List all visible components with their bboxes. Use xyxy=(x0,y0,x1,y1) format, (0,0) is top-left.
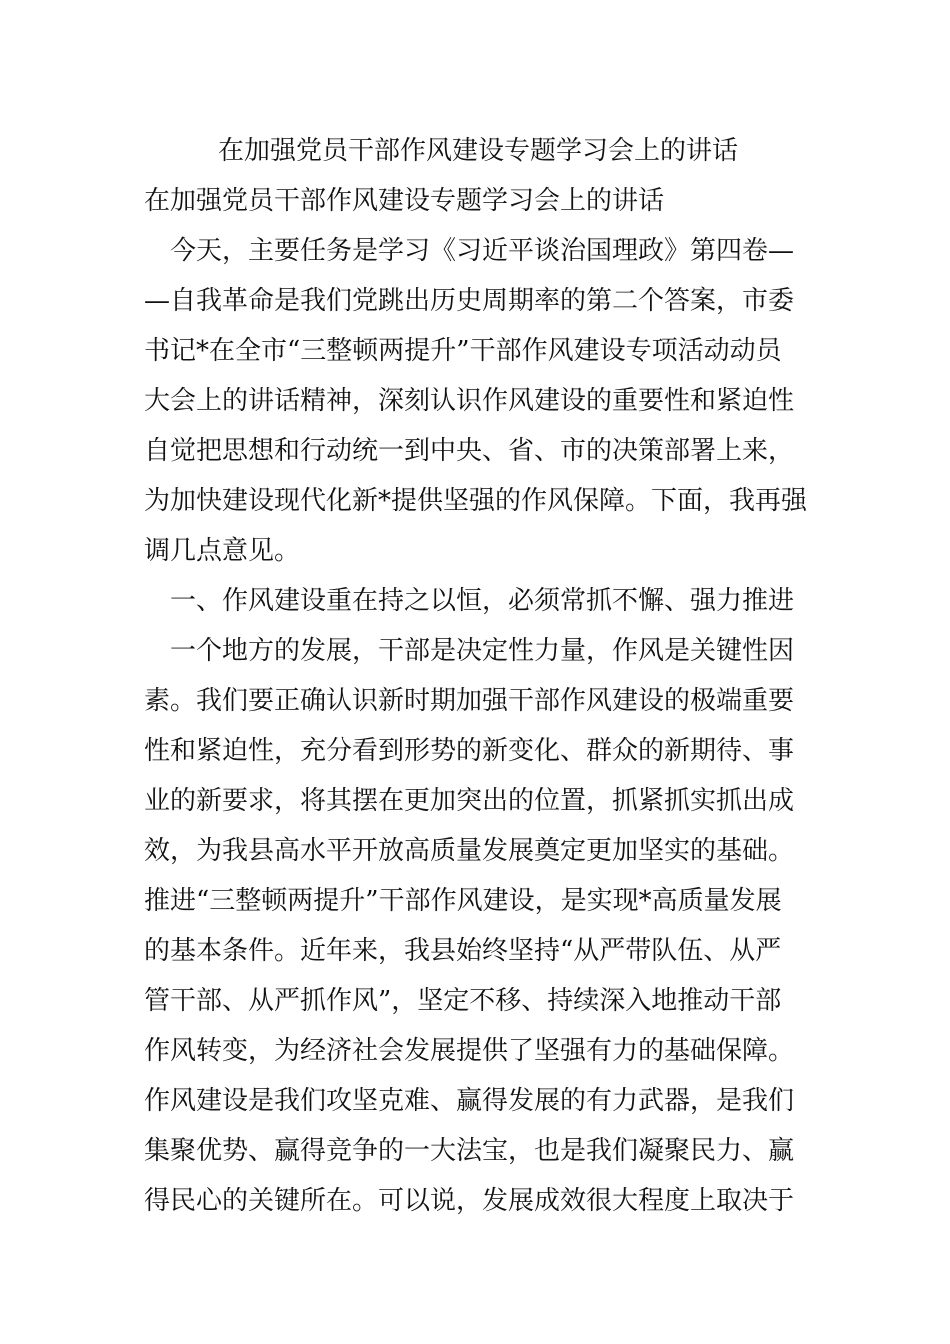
body-line: 作风建设是我们攻坚克难、赢得发展的有力武器，是我们 xyxy=(144,1086,795,1116)
body-line: 书记*在全市“三整顿两提升”干部作风建设专项活动动员 xyxy=(144,336,782,366)
document-title-repeat: 在加强党员干部作风建设专题学习会上的讲话 xyxy=(144,186,665,216)
body-line: —自我革命是我们党跳出历史周期率的第二个答案，市委 xyxy=(144,286,795,316)
document-title: 在加强党员干部作风建设专题学习会上的讲话 xyxy=(218,136,739,166)
section-heading: 一、作风建设重在持之以恒，必须常抓不懈、强力推进 xyxy=(144,586,795,616)
body-line: 效，为我县高水平开放高质量发展奠定更加坚实的基础。 xyxy=(144,836,795,866)
body-line: 作风转变，为经济社会发展提供了坚强有力的基础保障。 xyxy=(144,1036,795,1066)
body-line: 的基本条件。近年来，我县始终坚持“从严带队伍、从严 xyxy=(144,936,782,966)
body-line: 大会上的讲话精神，深刻认识作风建设的重要性和紧迫性 xyxy=(144,386,795,416)
body-line: 为加快建设现代化新*提供坚强的作风保障。下面，我再强 xyxy=(144,486,808,516)
body-line: 业的新要求，将其摆在更加突出的位置，抓紧抓实抓出成 xyxy=(144,786,795,816)
body-line: 集聚优势、赢得竞争的一大法宝，也是我们凝聚民力、赢 xyxy=(144,1136,795,1166)
body-line: 今天，主要任务是学习《习近平谈治国理政》第四卷— xyxy=(144,236,795,266)
body-line: 性和紧迫性，充分看到形势的新变化、群众的新期待、事 xyxy=(144,736,795,766)
body-line: 素。我们要正确认识新时期加强干部作风建设的极端重要 xyxy=(144,686,795,716)
body-line: 调几点意见。 xyxy=(144,536,301,566)
body-line: 推进“三整顿两提升”干部作风建设，是实现*高质量发展 xyxy=(144,886,782,916)
body-line: 管干部、从严抓作风”，坚定不移、持续深入地推动干部 xyxy=(144,986,782,1016)
body-line: 一个地方的发展，干部是决定性力量，作风是关键性因 xyxy=(144,636,795,666)
body-line: 自觉把思想和行动统一到中央、省、市的决策部署上来， xyxy=(144,436,795,466)
body-line: 得民心的关键所在。可以说，发展成效很大程度上取决于 xyxy=(144,1186,795,1216)
